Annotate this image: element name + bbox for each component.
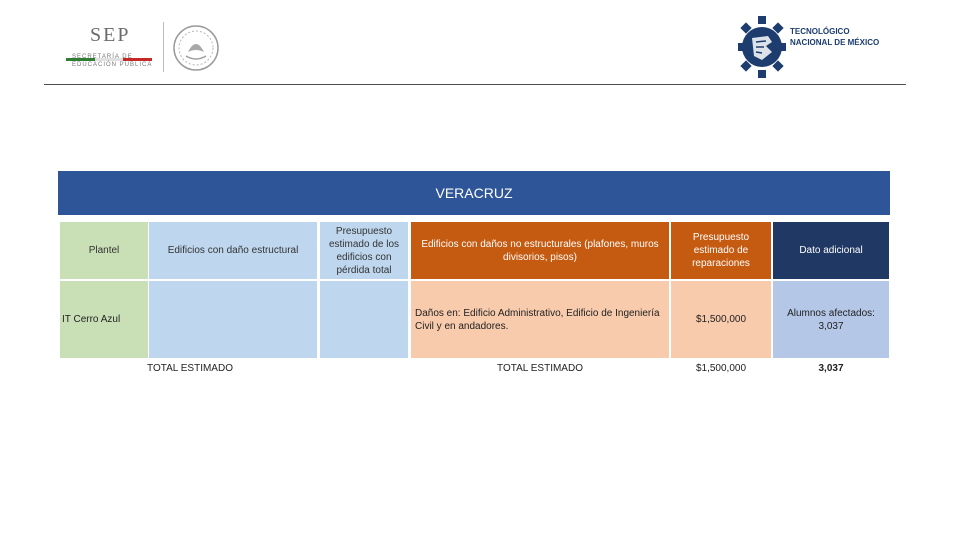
sep-wordmark: SEP xyxy=(90,24,131,46)
tecnm-line1: TECNOLÓGICO xyxy=(790,27,850,36)
cell-danos-no-estructurales: Daños en: Edificio Administrativo, Edificio de Ingeniería Civil y en andadores. xyxy=(411,281,669,358)
tecnm-logo xyxy=(738,16,888,78)
banner-title: VERACRUZ xyxy=(435,185,513,201)
tecnm-wordmark xyxy=(790,26,879,48)
sep-subtitle-line2: EDUCACIÓN PÚBLICA xyxy=(72,62,153,68)
cell-plantel: IT Cerro Azul xyxy=(60,281,148,358)
total-estimado-label-right: TOTAL ESTIMADO xyxy=(497,362,583,374)
cell-presupuesto-perdida-total xyxy=(320,281,408,358)
cell-presupuesto-reparaciones: $1,500,000 xyxy=(671,281,771,358)
header-edificios-dano-estructural: Edificios con daño estructural xyxy=(149,222,317,279)
header-presupuesto-perdida-total: Presupuesto estimado de los edificios con pérdida total xyxy=(320,222,408,279)
total-alumnos: 3,037 xyxy=(818,362,844,374)
sep-subtitle-line1: SECRETARÍA DE xyxy=(72,54,133,60)
tecnm-gear-icon xyxy=(738,16,786,78)
header-plantel: Plantel xyxy=(60,222,148,279)
cell-dato-adicional: Alumnos afectados: 3,037 xyxy=(773,281,889,358)
header-danos-no-estructurales: Edificios con daños no estructurales (plafones, muros divisorios, pisos) xyxy=(411,222,669,279)
state-banner xyxy=(58,171,890,215)
header-presupuesto-reparaciones: Presupuesto estimado de reparaciones xyxy=(671,222,771,279)
sep-logo xyxy=(62,24,162,70)
total-presupuesto: $1,500,000 xyxy=(695,362,747,374)
total-estimado-label-left: TOTAL ESTIMADO xyxy=(147,362,233,374)
sep-tricolor-stripe xyxy=(66,48,152,51)
header-dato-adicional: Dato adicional xyxy=(773,222,889,279)
logo-divider xyxy=(163,22,164,72)
header-divider xyxy=(44,84,906,85)
cell-edificios-dano-estructural xyxy=(149,281,317,358)
tecnm-line2: NACIONAL DE MÉXICO xyxy=(790,38,880,47)
mexico-seal-icon xyxy=(172,24,220,72)
